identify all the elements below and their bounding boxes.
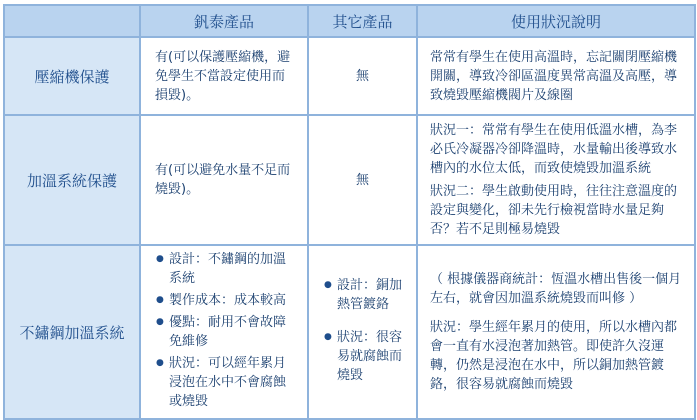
table-row-compressor <box>4 37 695 115</box>
list-item: ● 優點：耐用不會故障免維修 <box>169 313 297 351</box>
header-other: 其它產品 <box>308 5 417 37</box>
list-item: ● 狀況：很容易就腐蝕而燒毀 <box>337 328 406 385</box>
notes-text: 狀況一：常常有學生在使用低溫水槽，為李必氏冷凝器冷卻降溫時，水量輸出後導致水槽內的水位太低，而致使燒毀加溫系統 <box>430 123 678 176</box>
vantai-cell-stainless <box>140 245 308 419</box>
vantai-text: 有(可以保護壓縮機，避免學生不當設定使用而損毀)。 <box>155 49 291 103</box>
notes-cell-heating <box>417 115 695 245</box>
header-row <box>4 5 695 37</box>
notes-cell-compressor <box>417 37 695 115</box>
table-row-stainless <box>4 245 695 419</box>
table-row-heating <box>4 115 695 245</box>
vantai-cell-compressor <box>140 37 308 115</box>
list-item: ● 設計：不鏽鋼的加溫系統 <box>169 250 297 288</box>
header-notes: 使用狀況說明 <box>417 5 695 37</box>
list-item: ● 狀況：可以經年累月浸泡在水中不會腐蝕或燒毀 <box>169 354 297 411</box>
other-cell-compressor: 無 <box>308 37 417 115</box>
notes-cell-stainless <box>417 245 695 419</box>
header-empty-cell <box>4 5 140 37</box>
vantai-list <box>155 250 297 411</box>
notes-text: 狀況：學生經年累月的使用，所以水槽內都會一直有水浸泡著加熱管。即使許久沒運轉，仍然是浸泡在水中，所以銅加熱管鍍鉻，很容易就腐蝕而燒毀 <box>430 320 678 392</box>
row-label-compressor: 壓縮機保護 <box>4 37 140 115</box>
row-label-heating: 加溫系統保護 <box>4 115 140 245</box>
comparison-table <box>3 4 696 420</box>
other-cell-heating: 無 <box>308 115 417 245</box>
list-item: ● 設計：銅加熱管鍍鉻 <box>337 276 406 314</box>
notes-text: （ 根據儀器商統計：恆溫水槽出售後一個月左右，就會因加溫系統燒毀而叫修 ） <box>430 272 682 306</box>
vantai-text: 有(可以避免水量不足而燒毀)。 <box>155 163 291 197</box>
vantai-cell-heating <box>140 115 308 245</box>
other-cell-stainless <box>308 245 417 419</box>
notes-text: 常常有學生在使用高溫時，忘記關閉壓縮機開關，導致冷卻區溫度異常高溫及高壓，導致燒毀壓縮機閥片及線圈 <box>430 49 678 103</box>
notes-text: 狀況二：學生啟動使用時，往往注意溫度的設定與變化，卻未先行檢視當時水量足夠否？若不足則極易燒毀 <box>430 184 678 237</box>
other-list <box>323 276 406 385</box>
header-vantai: 釩泰產品 <box>140 5 308 37</box>
list-item: ● 製作成本：成本較高 <box>169 291 297 310</box>
row-label-stainless: 不鏽鋼加溫系統 <box>4 245 140 419</box>
